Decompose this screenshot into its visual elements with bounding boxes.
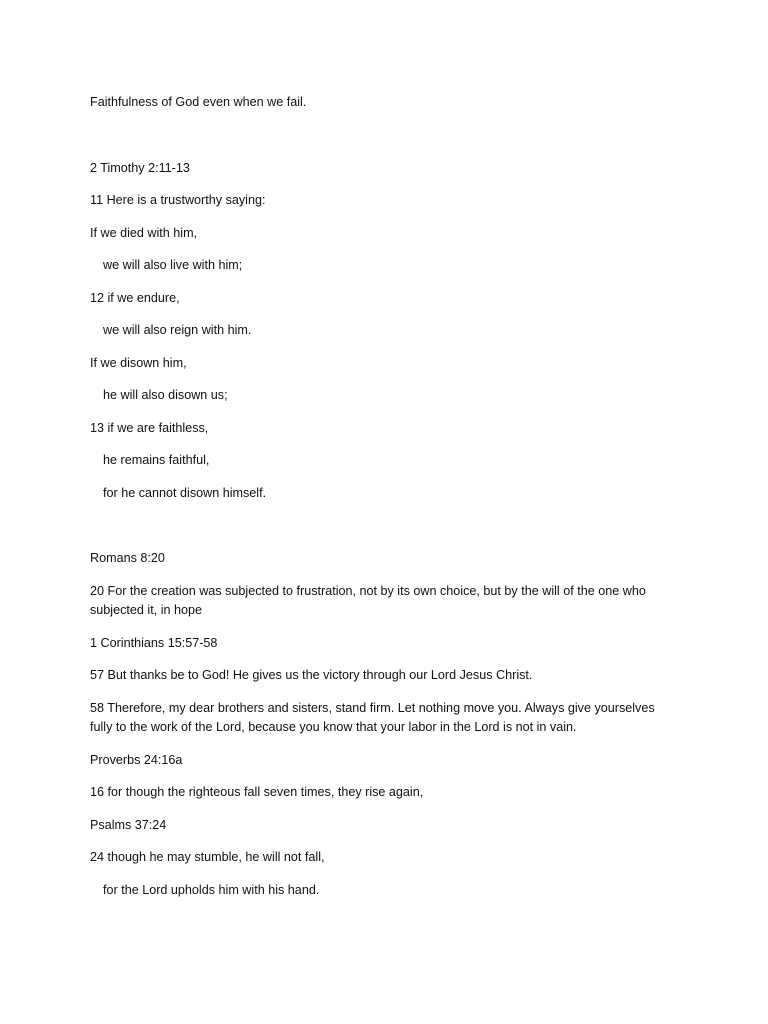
scripture-reference: 1 Corinthians 15:57-58 (90, 635, 218, 650)
verse-line: If we disown him, (90, 355, 187, 370)
verse-line: 13 if we are faithless, (90, 420, 209, 435)
verse-line-indented: we will also live with him; (103, 258, 243, 272)
blank-line (90, 516, 675, 549)
verse-line-indented: we will also reign with him. (103, 323, 252, 337)
scripture-reference: 2 Timothy 2:11-13 (90, 160, 190, 175)
blank-line (90, 126, 675, 159)
verse-line-indented: he remains faithful, (103, 453, 210, 467)
verse-line: 12 if we endure, (90, 290, 180, 305)
verse-line-indented: he will also disown us; (103, 388, 228, 402)
verse-line-indented: for he cannot disown himself. (103, 485, 267, 500)
scripture-reference: Psalms 37:24 (90, 817, 167, 832)
document-title: Faithfulness of God even when we fail. (90, 95, 307, 109)
verse-line-indented: for the Lord upholds him with his hand. (103, 882, 320, 897)
document-page (90, 93, 675, 913)
verse-paragraph: 58 Therefore, my dear brothers and sisters, stand firm. Let nothing move you. Always give yourselves fully to the work of the Lord, because you know that your labor in the Lord is not in vain. (90, 700, 659, 734)
verse-line: 11 Here is a trustworthy saying: (90, 193, 266, 207)
verse-paragraph: 16 for though the righteous fall seven times, they rise again, (90, 785, 424, 799)
verse-paragraph: 20 For the creation was subjected to frustration, not by its own choice, but by the will of the one who subjected it, in hope (90, 583, 650, 617)
verse-line: 24 though he may stumble, he will not fall, (90, 850, 325, 864)
scripture-reference: Romans 8:20 (90, 551, 165, 565)
verse-paragraph: 57 But thanks be to God! He gives us the victory through our Lord Jesus Christ. (90, 668, 533, 682)
verse-line: If we died with him, (90, 225, 198, 240)
scripture-reference: Proverbs 24:16a (90, 752, 183, 767)
